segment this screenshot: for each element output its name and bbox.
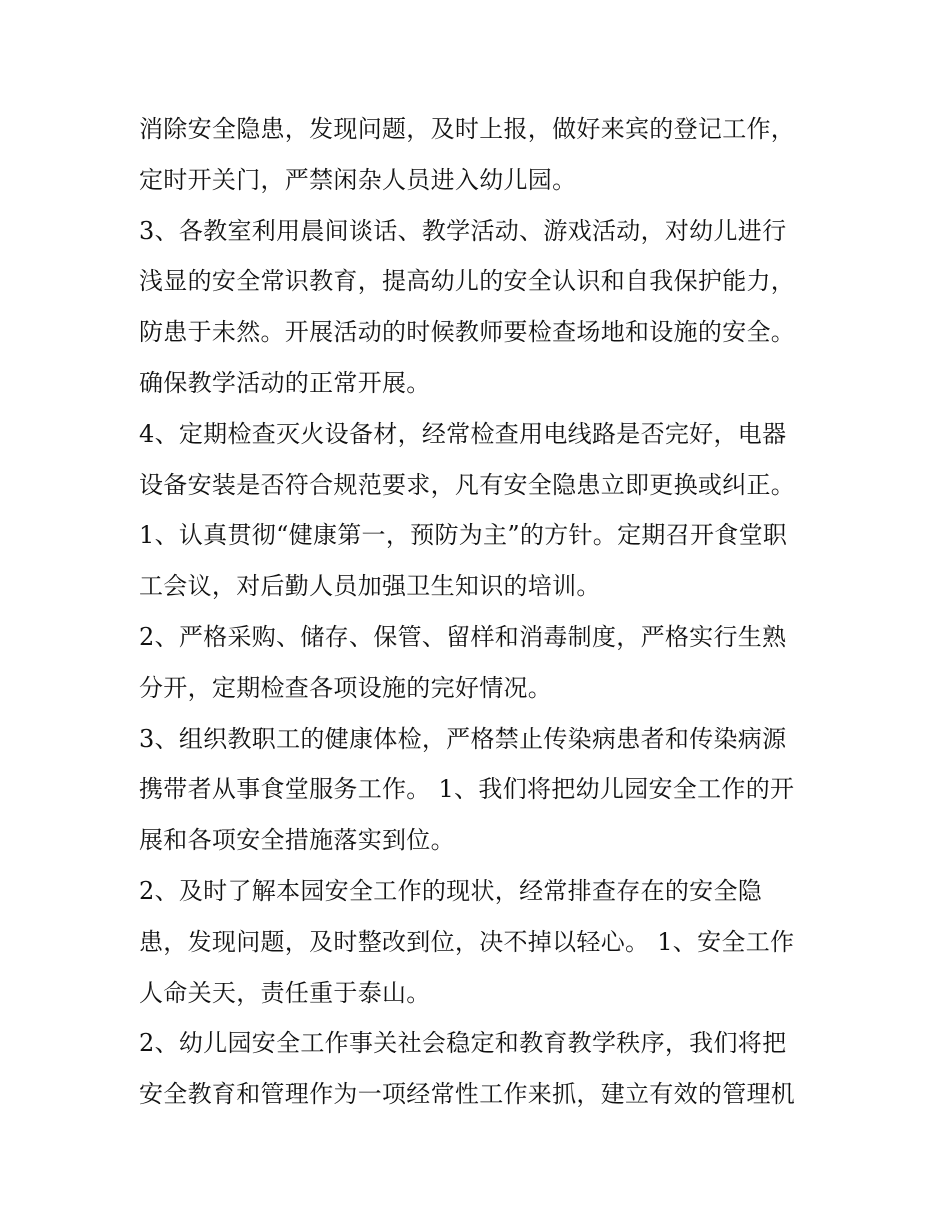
text-line: 2、及时了解本园安全工作的现状，经常排查存在的安全隐 (139, 876, 763, 905)
text-line: 携带者从事食堂服务工作。 1、我们将把幼儿园安全工作的开 (139, 775, 795, 804)
text-line: 防患于未然。开展活动的时候教师要检查场地和设施的安全。 (139, 318, 796, 347)
text-line: 设备安装是否符合规范要求，凡有安全隐患立即更换或纠正。 (139, 470, 796, 499)
text-line: 3、各教室利用晨间谈话、教学活动、游戏活动，对幼儿进行 (139, 216, 787, 245)
text-line: 3、组织教职工的健康体检，严格禁止传染病患者和传染病源 (139, 724, 787, 753)
text-line: 1、认真贯彻“健康第一，预防为主”的方针。定期召开食堂职 (139, 521, 788, 550)
text-line: 人命关天，责任重于泰山。 (139, 978, 431, 1007)
text-line: 工会议，对后勤人员加强卫生知识的培训。 (139, 572, 601, 601)
document-body (139, 104, 829, 1120)
text-line: 展和各项安全措施落实到位。 (139, 826, 455, 855)
text-line: 确保教学活动的正常开展。 (139, 368, 431, 397)
text-line: 2、严格采购、储存、保管、留样和消毒制度，严格实行生熟 (139, 622, 787, 651)
text-line: 安全教育和管理作为一项经常性工作来抓，建立有效的管理机 (139, 1080, 796, 1109)
text-line: 2、幼儿园安全工作事关社会稳定和教育教学秩序，我们将把 (139, 1029, 787, 1058)
text-line: 浅显的安全常识教育，提高幼儿的安全认识和自我保护能力， (139, 267, 796, 296)
text-line: 4、定期检查灭火设备材，经常检查用电线路是否完好，电器 (139, 419, 787, 448)
text-line: 分开，定期检查各项设施的完好情况。 (139, 673, 553, 702)
text-line: 定时开关门，严禁闲杂人员进入幼儿园。 (139, 165, 577, 194)
text-line: 患，发现问题，及时整改到位，决不掉以轻心。 1、安全工作 (139, 927, 795, 956)
text-line: 消除安全隐患，发现问题，及时上报，做好来宾的登记工作， (139, 115, 796, 143)
